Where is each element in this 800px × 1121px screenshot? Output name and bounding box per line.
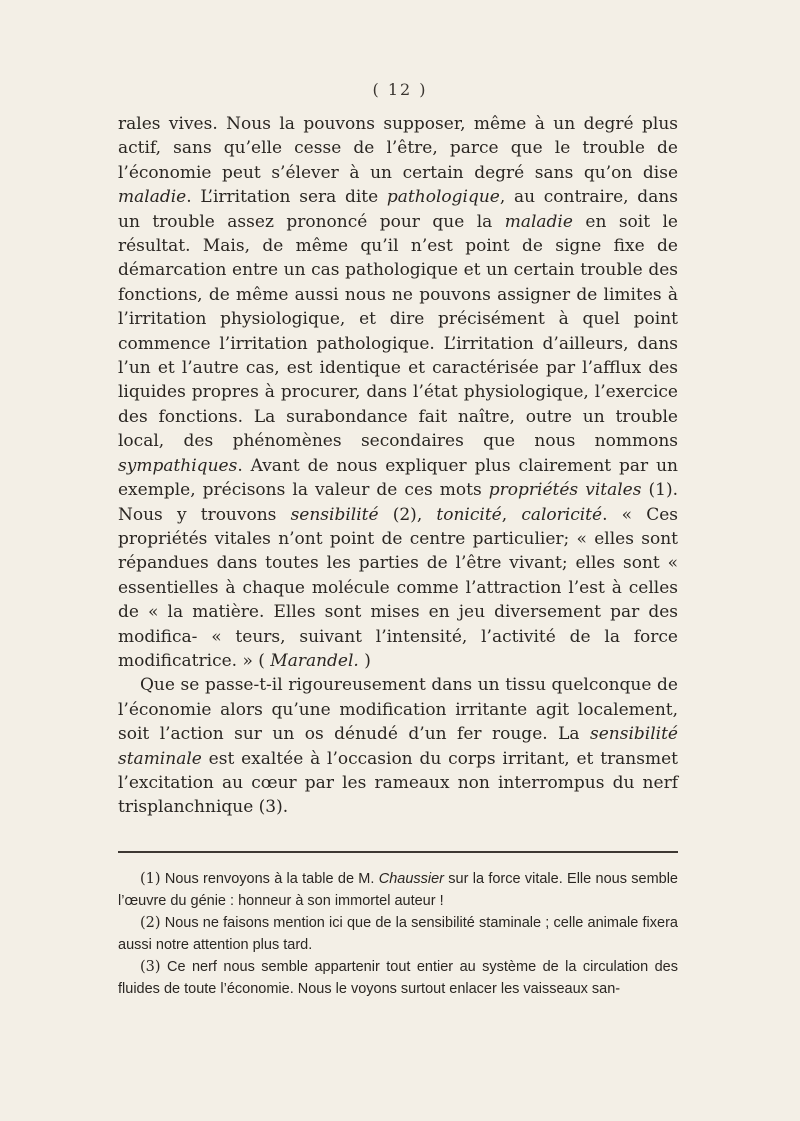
italic-term: sensibilité [290, 504, 379, 525]
text-run: . L’irritation sera dite [186, 187, 387, 208]
italic-term: sensibilité staminale [118, 724, 678, 769]
italic-term: maladie [504, 211, 573, 232]
footnote-text: Nous ne faisons mention ici que de la sensibilité staminale ; celle animale fixera aussi notre attention plus tard. [118, 915, 678, 953]
footnote-text: Nous renvoyons à la table de M. [160, 871, 379, 887]
footnote-ref: (1) [140, 871, 161, 887]
footnote-3 [118, 956, 678, 1000]
text-run: . « Ces propriétés vitales n’ont point de centre particulier; « elles sont répandues dans toutes les parties de l’être vivant; elles sont « essentielles à chaque molécule comme l’attraction l’est à celles de « la matière. Elles sont mises en jeu diversement par des modifica- « teurs, suivant l’intensité, l’activité de la force modificatrice. » ( [118, 504, 679, 671]
footnote-separator [118, 851, 678, 853]
footnote-ref: (3) [140, 959, 161, 975]
page-number: ( 12 ) [372, 80, 428, 99]
text-run: , [501, 504, 522, 525]
italic-term: tonicité [436, 504, 502, 525]
italic-term: propriétés vitales [488, 480, 642, 501]
footnote-text: Ce nerf nous semble appartenir tout entier au système de la circulation des fluides de toute l’économie. Nous le voyons surtout enlacer les vaisseaux san- [118, 959, 678, 997]
paragraph-1 [118, 112, 678, 673]
text-run: (1). Nous y trouvons [118, 480, 679, 525]
text-run: (2), [378, 504, 437, 525]
main-text [118, 112, 678, 820]
text-run: en soit le résultat. Mais, de même qu’il n’est point de signe fixe de démarcation entre un cas pathologique et un certain trouble des fonctions, de même aussi nous ne pouvons assigner de limites à l’irritation physiologique, et dire précisément à quel point commence l’irritation pathologique. L’irritation d’ailleurs, dans l’un et l’autre cas, est identique et caractérisée par l’afflux des liquides propres à procurer, dans l’état physiologique, l’exercice des fonctions. La surabondance fait naître, outre un trouble local, des phénomènes secondaires que nous nommons [118, 211, 678, 452]
text-run: rales vives. Nous la pouvons supposer, même à un degré plus actif, sans qu’elle cesse de l’être, parce que le trouble de l’économie peut s’élever à un certain degré sans qu’on dise [118, 114, 678, 183]
text-run: Que se passe-t-il rigoureusement dans un tissu quelconque de l’économie alors qu’une modification irritante agit localement, soit l’action sur un os dénudé d’un fer rouge. La [118, 675, 678, 745]
footnote-italic: Chaussier [378, 871, 444, 887]
italic-term: maladie [118, 187, 187, 208]
text-run: ) [358, 650, 371, 671]
footnote-1 [118, 868, 678, 912]
italic-author: Marandel. [270, 650, 359, 671]
footnote-2 [118, 912, 678, 956]
paragraph-2 [118, 673, 678, 819]
text-run: est exaltée à l’occasion du corps irritant, et transmet l’excitation au cœur par les rameaux non interrompus du nerf trisplanchnique (3). [118, 748, 678, 818]
footnote-text: sur la force vitale. Elle nous semble l’œuvre du génie : honneur à son immortel auteur ! [118, 871, 678, 909]
italic-term: pathologique [386, 187, 500, 208]
italic-term: caloricité [521, 504, 603, 525]
footnote-ref: (2) [140, 915, 161, 931]
italic-term: sympathiques [118, 455, 238, 476]
footnotes [118, 868, 678, 1000]
text-run: , au contraire, dans un trouble assez prononcé pour que la [118, 187, 678, 232]
text-run: . Avant de nous expliquer plus clairement par un exemple, précisons la valeur de ces mots [118, 455, 678, 501]
